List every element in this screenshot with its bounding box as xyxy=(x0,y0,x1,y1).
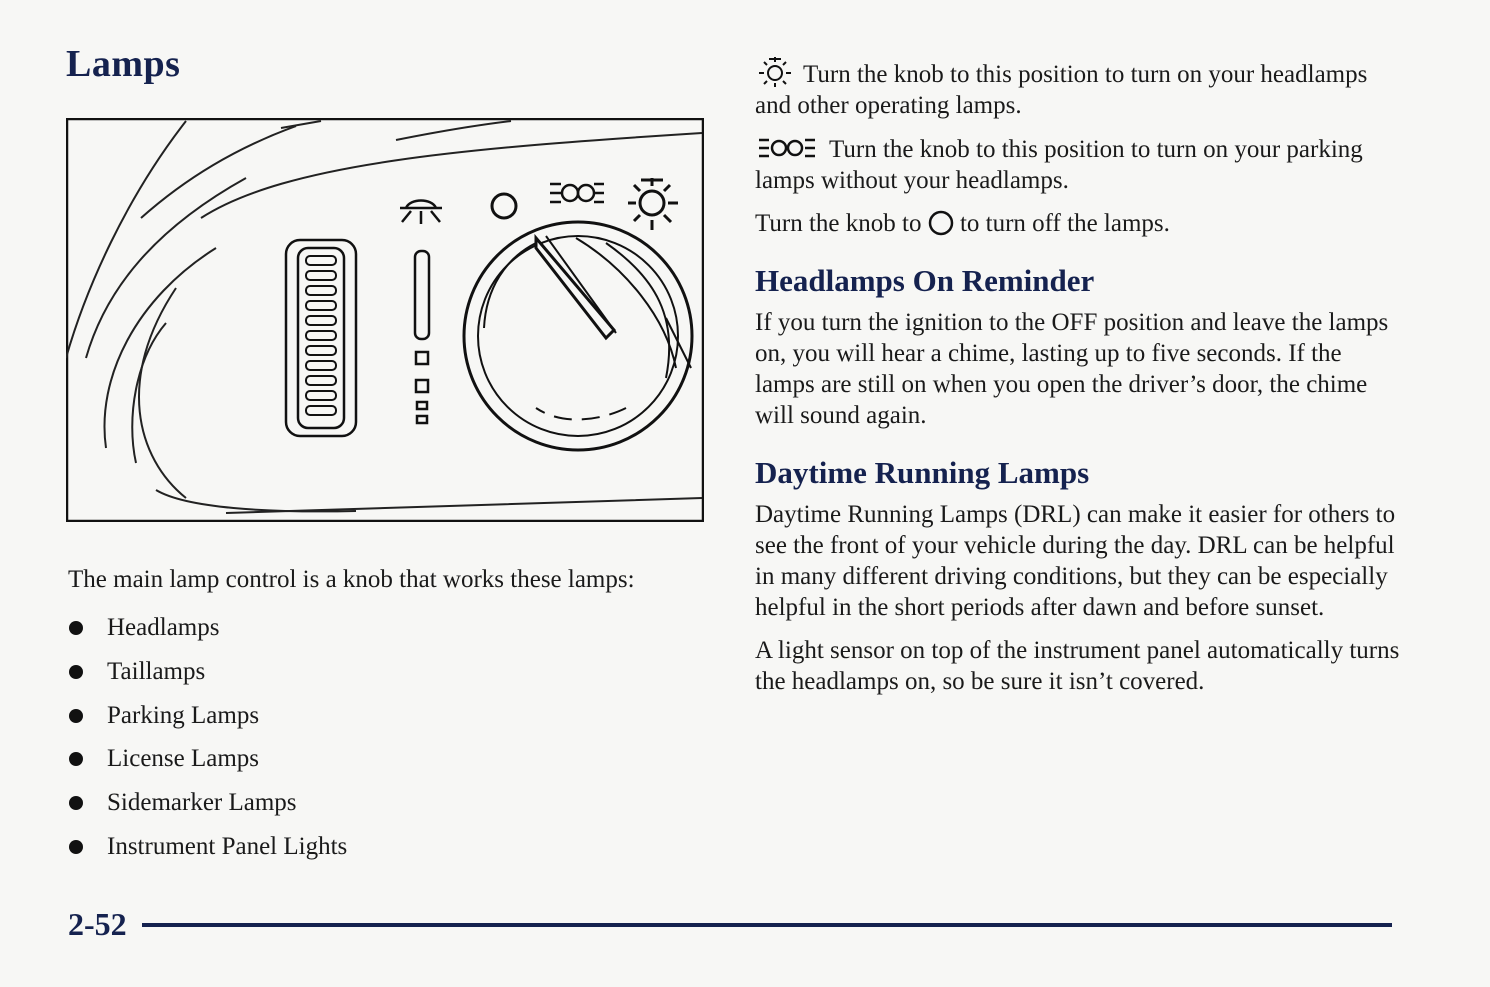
off-position-paragraph xyxy=(755,208,1405,239)
lamp-item-label: Sidemarker Lamps xyxy=(107,789,297,817)
list-item xyxy=(68,698,347,742)
list-item xyxy=(68,610,347,654)
lamp-item-label: Instrument Panel Lights xyxy=(107,832,348,860)
lamp-item-label: License Lamps xyxy=(107,745,260,773)
lamp-item-label: Headlamps xyxy=(107,614,220,641)
bullet-icon xyxy=(69,796,83,810)
parking-lamps-icon xyxy=(755,133,821,163)
reminder-text: If you turn the ignition to the OFF position and leave the lamps on, you will hear a chime, lasting up to five seconds. If the lamps are still on when you open the driver’s door, the chime will sound again. xyxy=(755,309,1389,429)
footer-rule xyxy=(142,923,1392,927)
bullet-icon xyxy=(69,709,83,723)
lamp-item-label: Parking Lamps xyxy=(107,701,260,729)
list-item xyxy=(68,654,347,698)
bullet-icon xyxy=(69,840,83,854)
headlamp-position-text: Turn the knob to this position to turn on your headlamps and other operating lamps. xyxy=(755,61,1368,119)
page-number: 2-52 xyxy=(68,906,127,942)
bullet-icon xyxy=(69,752,83,766)
off-text-after: to turn off the lamps. xyxy=(959,210,1170,237)
parking-position-paragraph xyxy=(755,133,1405,196)
page-title: Lamps xyxy=(66,43,181,85)
lamp-control-illustration xyxy=(66,118,704,522)
off-text-before: Turn the knob to xyxy=(755,210,922,237)
bullet-icon xyxy=(69,621,83,635)
drl-text-1: Daytime Running Lamps (DRL) can make it easier for others to see the front of your vehicle during the day. DRL can be helpful in many different driving conditions, but they can be especially helpful in the short periods after dawn and before sunset. xyxy=(755,501,1396,621)
dimmer-thumbwheel xyxy=(286,240,356,436)
parking-position-text: Turn the knob to this position to turn on your parking lamps without your headlamps. xyxy=(755,136,1363,194)
right-column xyxy=(755,56,1405,709)
headlamp-position-paragraph xyxy=(755,56,1405,121)
list-item xyxy=(68,741,347,785)
list-item xyxy=(68,785,347,829)
lamp-list xyxy=(68,610,347,873)
drl-text-2: A light sensor on top of the instrument panel automatically turns the headlamps on, so be sure it isn’t covered. xyxy=(755,637,1400,695)
reminder-heading: Headlamps On Reminder xyxy=(755,263,1095,298)
off-circle-icon xyxy=(928,210,954,236)
bullet-icon xyxy=(69,665,83,679)
list-item xyxy=(68,829,347,873)
lamp-control-intro: The main lamp control is a knob that works these lamps: xyxy=(68,566,635,593)
drl-heading: Daytime Running Lamps xyxy=(755,455,1090,490)
lamp-item-label: Taillamps xyxy=(107,657,206,685)
headlamps-icon xyxy=(755,56,795,88)
